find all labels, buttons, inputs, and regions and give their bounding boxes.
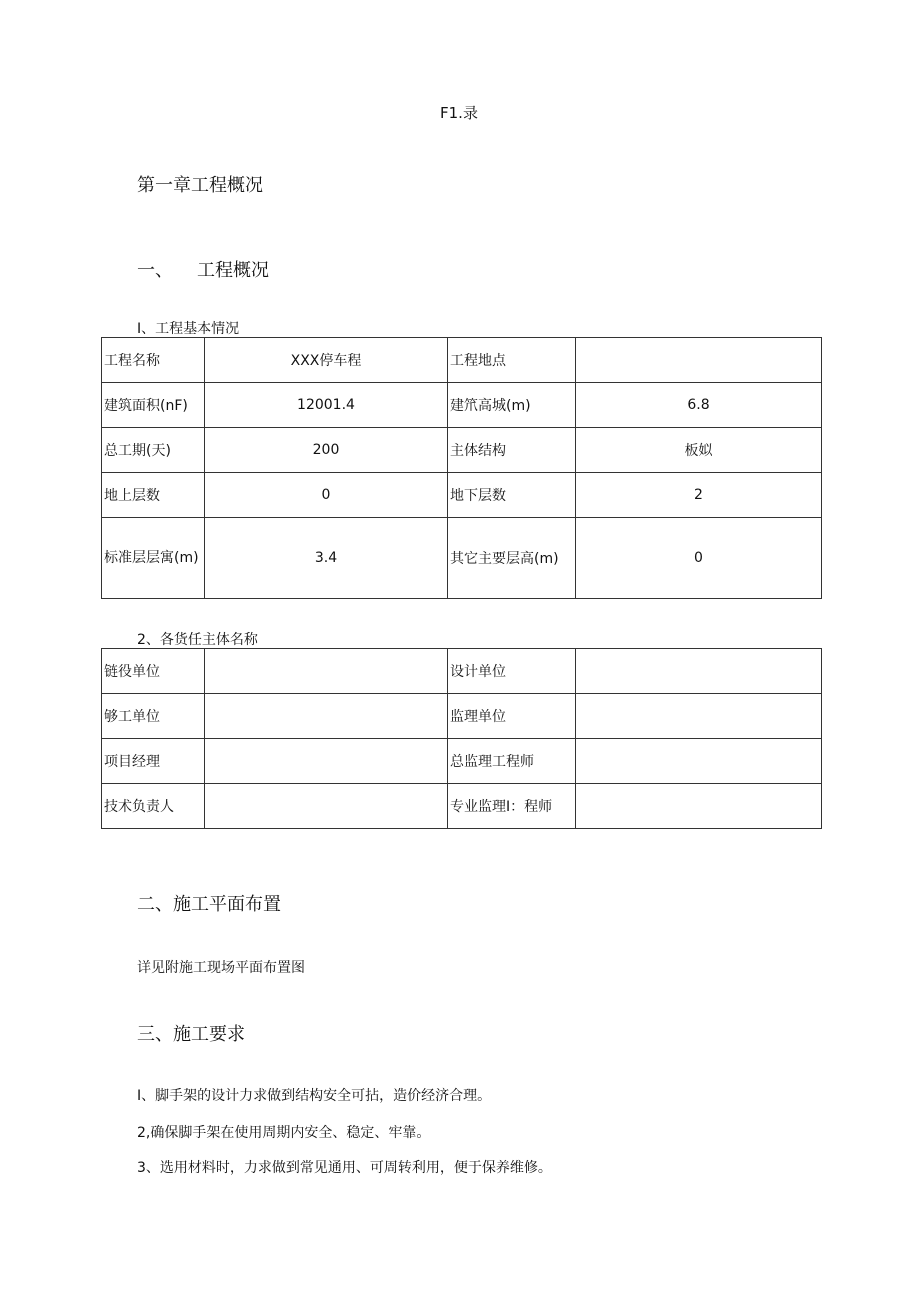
table-cell: 够工单位 <box>102 694 205 739</box>
basic-info-table <box>101 337 822 599</box>
table-cell: 200 <box>205 428 448 473</box>
requirement-item: I、脚手架的设计力求做到结构安全可拈，造价经济合理。 <box>137 1088 492 1104</box>
table-cell: 总监理工程师 <box>448 739 576 784</box>
table-cell <box>576 739 822 784</box>
table-cell: 0 <box>205 473 448 518</box>
table-row <box>102 338 822 383</box>
table-cell <box>205 694 448 739</box>
table-cell <box>205 739 448 784</box>
table-cell: 总工期(天) <box>102 428 205 473</box>
table-cell: 0 <box>576 518 822 599</box>
table-cell: 3.4 <box>205 518 448 599</box>
section2-body: 详见附施工现场平面布置图 <box>137 960 305 976</box>
table-cell <box>205 784 448 829</box>
responsible-table <box>101 648 822 829</box>
table-cell: 板姒 <box>576 428 822 473</box>
table-row <box>102 518 822 599</box>
table-cell: 建筑面积(nF) <box>102 383 205 428</box>
table-cell: 专业监理I：程师 <box>448 784 576 829</box>
table-cell: 6.8 <box>576 383 822 428</box>
section3-title: 三、施工要求 <box>137 1024 245 1045</box>
table-cell: 建笊高城(m) <box>448 383 576 428</box>
table-row <box>102 649 822 694</box>
table-cell: 其它主要层高(m) <box>448 518 576 599</box>
table-cell: 地上层数 <box>102 473 205 518</box>
table-row <box>102 383 822 428</box>
table-row <box>102 473 822 518</box>
requirement-item: 2,确保脚手架在使用周期内安全、稳定、牢靠。 <box>137 1125 431 1141</box>
table-cell <box>576 338 822 383</box>
requirement-item: 3、选用材料时，力求做到常见通用、可周转利用，便于保养维修。 <box>137 1160 552 1176</box>
table-row <box>102 739 822 784</box>
section1-number: 一、 <box>137 260 173 281</box>
table-cell: 工程名称 <box>102 338 205 383</box>
table-cell <box>576 694 822 739</box>
table-cell: 技术负责人 <box>102 784 205 829</box>
toc-title: F1.录 <box>440 104 478 122</box>
table-row <box>102 694 822 739</box>
table-cell: 项目经理 <box>102 739 205 784</box>
table-cell: 12001.4 <box>205 383 448 428</box>
table-cell: 监理单位 <box>448 694 576 739</box>
table-cell: 2 <box>576 473 822 518</box>
table-cell <box>205 649 448 694</box>
table-cell: 链役单位 <box>102 649 205 694</box>
table-row <box>102 428 822 473</box>
table-cell: XXX停车程 <box>205 338 448 383</box>
responsible-heading: 2、各货任主体名称 <box>137 632 258 648</box>
table-cell: 标准层层寓(m) <box>102 518 205 599</box>
table-row <box>102 784 822 829</box>
table-cell: 主体结构 <box>448 428 576 473</box>
section1-title: 工程概况 <box>197 260 269 281</box>
table-cell <box>576 784 822 829</box>
table-cell: 地下层数 <box>448 473 576 518</box>
table-cell: 设计单位 <box>448 649 576 694</box>
table-cell <box>576 649 822 694</box>
basic-info-heading: I、工程基本情况 <box>137 321 240 337</box>
table-cell: 工程地点 <box>448 338 576 383</box>
chapter-title: 第一章工程概况 <box>137 175 263 196</box>
section2-title: 二、施工平面布置 <box>137 894 281 915</box>
